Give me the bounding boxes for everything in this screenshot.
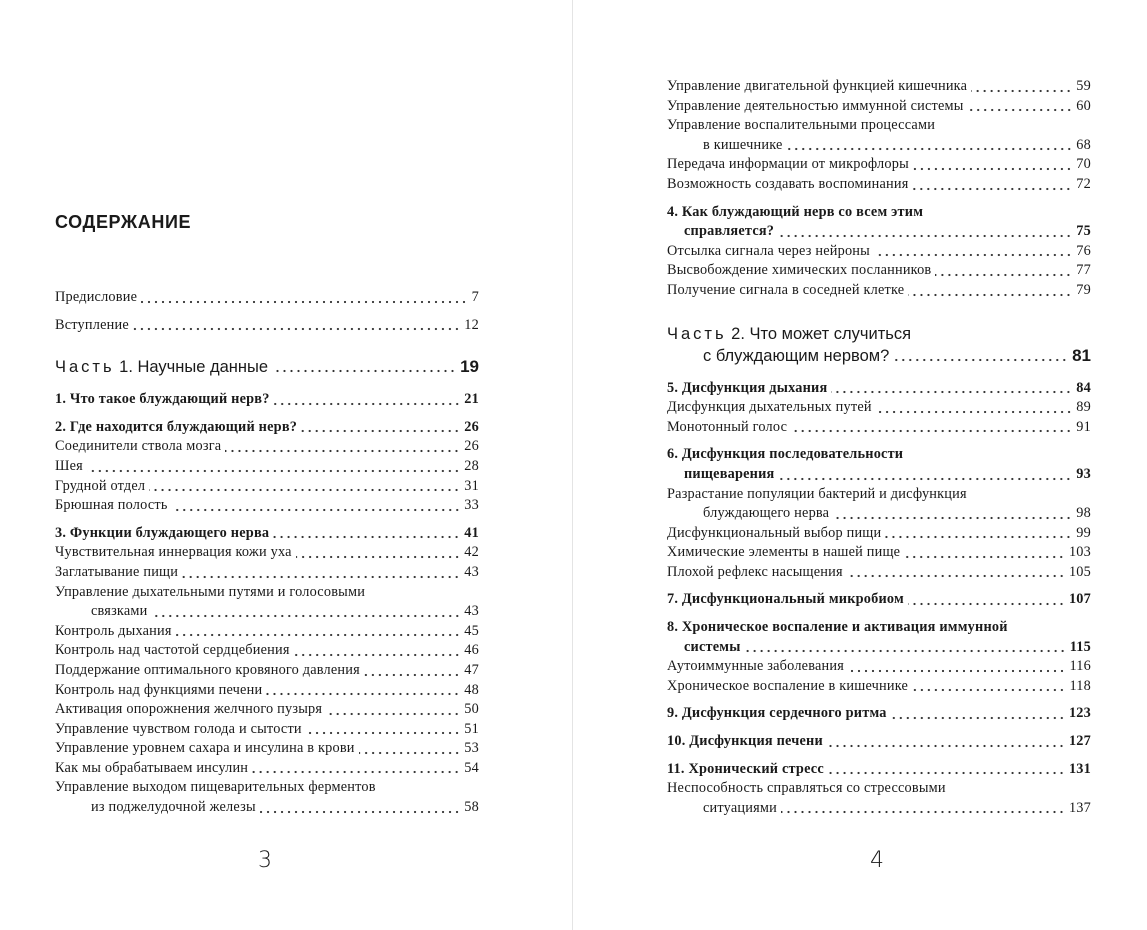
toc-entry-title: 4. Как блуждающий нерв со всем этим — [667, 203, 924, 220]
toc-entry-title: 11. Хронический стресс — [667, 760, 824, 777]
page-gutter-divider — [572, 0, 573, 930]
leader-dots — [847, 563, 1065, 583]
leader-dots — [141, 288, 468, 308]
toc-entry-sub[interactable] — [55, 496, 479, 516]
toc-entry-line — [55, 681, 479, 701]
toc-entry-line — [55, 700, 479, 720]
toc-entry-title: Как мы обрабатываем инсулин — [55, 759, 249, 776]
toc-entry-title — [55, 356, 268, 378]
toc-entry-title-continuation: из поджелудочной железы — [91, 799, 256, 816]
toc-entry-page-number: 41 — [464, 524, 479, 541]
toc-entry-title: Хроническое воспаление в кишечнике — [667, 677, 909, 694]
toc-entry-sub[interactable] — [55, 543, 479, 563]
toc-entry-title: Управление выходом пищеварительных ферментов — [55, 779, 376, 796]
toc-entry-line — [55, 739, 479, 759]
toc-entry-line — [55, 356, 479, 378]
toc-entry-line — [667, 323, 1091, 345]
leader-dots — [87, 457, 460, 477]
leader-dots — [152, 602, 461, 622]
toc-entry-page-number: 60 — [1076, 97, 1091, 114]
toc-entry-title: Вступление — [55, 316, 129, 333]
toc-entry-line — [667, 485, 1091, 505]
toc-list-right — [667, 77, 1091, 818]
toc-entry-title-continuation: пищеварения — [684, 465, 775, 482]
toc-entry-page-number: 105 — [1068, 563, 1091, 580]
toc-entry-title: Поддержание оптимального кровяного давления — [55, 661, 360, 678]
toc-entry-title: 8. Хроническое воспаление и активация иммунной — [667, 619, 1008, 636]
leader-dots — [908, 281, 1072, 301]
leader-dots — [891, 704, 1065, 724]
leader-dots — [274, 390, 461, 410]
leader-dots — [252, 759, 460, 779]
toc-entry-title: Получение сигнала в соседней клетке — [667, 281, 905, 298]
toc-entry-line — [667, 779, 1091, 799]
toc-entry-line — [667, 418, 1091, 438]
toc-entry-continuation-line — [667, 136, 1091, 156]
leader-dots — [893, 345, 1068, 367]
toc-entry-sub[interactable] — [667, 677, 1091, 697]
toc-entry-page-number: 123 — [1068, 705, 1091, 722]
toc-entry-title: 3. Функции блуждающего нерва — [55, 524, 270, 541]
toc-entry-page-number: 42 — [464, 544, 479, 561]
toc-entry-line — [55, 477, 479, 497]
toc-entry-chapter[interactable] — [667, 445, 1091, 484]
toc-entry-chapter[interactable] — [667, 590, 1091, 610]
toc-entry-sub[interactable] — [55, 477, 479, 497]
leader-dots — [273, 524, 460, 544]
leader-dots — [149, 477, 460, 497]
toc-entry-page-number: 131 — [1068, 760, 1091, 777]
toc-entry-sub[interactable] — [55, 700, 479, 720]
toc-entry-sub[interactable] — [667, 418, 1091, 438]
toc-entry-line — [667, 563, 1091, 583]
toc-entry-title: 2. Где находится блуждающий нерв? — [55, 418, 298, 435]
toc-entry-page-number: 70 — [1076, 156, 1091, 173]
toc-entry-sub[interactable] — [55, 739, 479, 759]
toc-entry-line — [55, 622, 479, 642]
toc-entry-sub[interactable] — [667, 175, 1091, 195]
toc-entry-sub[interactable] — [667, 543, 1091, 563]
toc-entry-line — [667, 704, 1091, 724]
leader-dots — [831, 379, 1072, 399]
toc-entry-sub[interactable] — [55, 759, 479, 779]
leader-dots — [364, 661, 460, 681]
toc-entry-line — [667, 760, 1091, 780]
toc-entry-page-number: 93 — [1076, 465, 1091, 482]
toc-entry-page-number: 137 — [1068, 799, 1091, 816]
leader-dots — [828, 760, 1065, 780]
leader-dots — [133, 316, 460, 336]
toc-entry-line — [55, 583, 479, 603]
toc-entry-part[interactable] — [55, 356, 479, 378]
toc-entry-page-number: 84 — [1076, 379, 1091, 396]
toc-entry-part[interactable] — [667, 323, 1091, 367]
part-label: Часть — [667, 324, 727, 343]
toc-entry-title: 10. Дисфункция печени — [667, 733, 823, 750]
leader-dots — [182, 563, 460, 583]
toc-entry-sub[interactable] — [55, 641, 479, 661]
toc-entry-title: Плохой рефлекс насыщения — [667, 563, 843, 580]
leader-dots — [301, 418, 460, 438]
leader-dots — [885, 524, 1072, 544]
toc-entry-line — [55, 759, 479, 779]
leader-dots — [260, 798, 461, 818]
toc-entry-title: 6. Дисфункция последовательности — [667, 446, 904, 463]
toc-entry-page-number: 26 — [464, 438, 479, 455]
toc-entry-title — [667, 323, 911, 345]
toc-entry-sub[interactable] — [55, 720, 479, 740]
page-number-right: 4 — [870, 848, 884, 873]
page-number-left: 3 — [258, 848, 272, 873]
toc-entry-title: 7. Дисфункциональный микробиом — [667, 591, 904, 608]
toc-entry-chapter[interactable] — [667, 760, 1091, 780]
toc-entry-page-number: 76 — [1076, 242, 1091, 259]
toc-entry-page-number: 59 — [1076, 78, 1091, 94]
leader-dots — [912, 677, 1065, 697]
leader-dots — [904, 543, 1065, 563]
toc-entry-chapter[interactable] — [667, 379, 1091, 399]
toc-entry-line — [667, 281, 1091, 301]
toc-entry-title-continuation: системы — [684, 638, 741, 655]
toc-entry-page-number: 79 — [1076, 281, 1091, 298]
leader-dots — [827, 732, 1065, 752]
toc-entry-line — [55, 288, 479, 308]
toc-entry-sub[interactable] — [55, 437, 479, 457]
toc-entry-title: Предисловие — [55, 289, 138, 305]
leader-dots — [359, 739, 461, 759]
part-label: Часть — [55, 358, 115, 377]
toc-entry-line — [55, 496, 479, 516]
toc-entry-title: Активация опорожнения желчного пузыря — [55, 701, 323, 718]
toc-entry-page-number: 51 — [464, 720, 479, 737]
toc-entry-sub[interactable] — [667, 155, 1091, 175]
toc-entry-sub[interactable] — [667, 563, 1091, 583]
toc-entry-title: Монотонный голос — [667, 418, 788, 435]
toc-entry-line — [55, 437, 479, 457]
toc-entry-title: Заглатывание пищи — [55, 563, 179, 580]
toc-entry-title-continuation: с блуждающим нервом? — [703, 346, 890, 365]
toc-entry-page-number: 99 — [1076, 524, 1091, 541]
toc-entry-title: Неспособность справляться со стрессовыми — [667, 780, 946, 797]
toc-entry-page-number: 12 — [464, 316, 479, 333]
toc-entry-sub[interactable] — [667, 485, 1091, 524]
toc-entry-title: Управление дыхательными путями и голосовыми — [55, 583, 366, 600]
toc-entry-sub[interactable] — [55, 457, 479, 477]
toc-entry-title: 9. Дисфункция сердечного ритма — [667, 705, 887, 722]
toc-entry-title-continuation: в кишечнике — [703, 136, 783, 153]
toc-entry-page-number: 115 — [1069, 638, 1091, 655]
leader-dots — [266, 681, 460, 701]
toc-entry-chapter[interactable] — [667, 203, 1091, 242]
toc-entry-page-number: 21 — [464, 391, 479, 408]
toc-entry-line — [667, 590, 1091, 610]
toc-entry-line — [667, 543, 1091, 563]
leader-dots — [833, 504, 1072, 524]
toc-entry-title: Возможность создавать воспоминания — [667, 175, 909, 192]
toc-entry-line — [667, 77, 1091, 97]
toc-entry-sub[interactable] — [667, 116, 1091, 155]
toc-entry-chapter[interactable] — [667, 618, 1091, 657]
toc-entry-line — [667, 657, 1091, 677]
toc-entry-sub[interactable] — [667, 398, 1091, 418]
toc-entry-page-number: 31 — [464, 477, 479, 494]
toc-entry-line — [667, 398, 1091, 418]
toc-entry-title: Контроль над частотой сердцебиения — [55, 642, 290, 659]
toc-entry-page-number: 81 — [1072, 345, 1091, 365]
toc-entry-line — [667, 524, 1091, 544]
leader-dots — [935, 261, 1072, 281]
toc-entry-title: Управление деятельностью иммунной системы — [667, 97, 964, 114]
toc-entry-line — [667, 203, 1091, 223]
toc-entry-title: Управление воспалительными процессами — [667, 117, 936, 134]
leader-dots — [294, 641, 461, 661]
toc-entry-sub[interactable] — [667, 261, 1091, 281]
leader-dots — [778, 465, 1072, 485]
toc-entry-line — [55, 720, 479, 740]
toc-entry-sub[interactable] — [55, 563, 479, 583]
toc-entry-line — [55, 316, 479, 336]
leader-dots — [791, 418, 1072, 438]
toc-entry-title: Передача информации от микрофлоры — [667, 156, 909, 173]
toc-entry-front[interactable] — [55, 288, 479, 308]
toc-entry-title-continuation: блуждающего нерва — [703, 505, 830, 522]
leader-dots — [781, 799, 1065, 819]
toc-entry-sub[interactable] — [667, 281, 1091, 301]
toc-entry-line — [667, 97, 1091, 117]
toc-entry-line — [667, 155, 1091, 175]
toc-entry-title: Разрастание популяции бактерий и дисфункция — [667, 485, 967, 502]
toc-entry-line — [55, 418, 479, 438]
leader-dots — [306, 720, 461, 740]
toc-entry-page-number: 48 — [464, 681, 479, 698]
toc-entry-page-number: 53 — [464, 740, 479, 757]
toc-entry-sub[interactable] — [667, 242, 1091, 262]
toc-entry-title: 5. Дисфункция дыхания — [667, 379, 828, 396]
toc-entry-chapter[interactable] — [55, 390, 479, 410]
toc-entry-front[interactable] — [55, 316, 479, 336]
toc-entry-page-number: 26 — [464, 418, 479, 435]
toc-entry-chapter[interactable] — [667, 732, 1091, 752]
toc-entry-title: Чувствительная иннервация кожи уха — [55, 544, 292, 561]
toc-entry-page-number: 28 — [464, 457, 479, 474]
toc-entry-line — [667, 445, 1091, 465]
toc-entry-line — [667, 732, 1091, 752]
toc-entry-page-number: 54 — [464, 759, 479, 776]
toc-entry-page-number: 43 — [464, 603, 479, 620]
leader-dots — [874, 242, 1072, 262]
toc-entry-page-number: 89 — [1076, 399, 1091, 416]
toc-entry-title: Высвобождение химических посланников — [667, 262, 932, 279]
toc-entry-continuation-line — [55, 602, 479, 622]
toc-entry-line — [667, 175, 1091, 195]
toc-entry-page-number: 68 — [1076, 136, 1091, 153]
toc-entry-page-number: 43 — [464, 563, 479, 580]
leader-dots — [787, 136, 1073, 156]
leader-dots — [848, 657, 1066, 677]
leader-dots — [908, 590, 1065, 610]
toc-entry-sub[interactable] — [667, 97, 1091, 117]
toc-entry-sub[interactable] — [55, 661, 479, 681]
toc-entry-page-number: 103 — [1068, 544, 1091, 561]
toc-entry-title: 1. Что такое блуждающий нерв? — [55, 391, 270, 408]
toc-entry-page-number: 33 — [464, 497, 479, 514]
leader-dots — [225, 437, 460, 457]
toc-entry-line — [667, 379, 1091, 399]
leader-dots — [876, 398, 1073, 418]
toc-entry-page-number: 91 — [1076, 418, 1091, 435]
toc-entry-title: Грудной отдел — [55, 477, 146, 494]
toc-entry-chapter[interactable] — [55, 418, 479, 438]
toc-entry-title: Управление уровнем сахара и инсулина в крови — [55, 740, 355, 757]
toc-entry-continuation-line — [667, 222, 1091, 242]
toc-entry-title-continuation: ситуациями — [703, 799, 777, 816]
toc-entry-title: Дисфункциональный выбор пищи — [667, 524, 882, 541]
toc-entry-title: Контроль дыхания — [55, 622, 172, 639]
part-title: 1. Научные данные — [119, 358, 269, 377]
toc-entry-line — [667, 242, 1091, 262]
toc-entry-page-number: 98 — [1076, 505, 1091, 522]
toc-entry-page-number: 127 — [1068, 733, 1091, 750]
toc-entry-line — [55, 778, 479, 798]
toc-entry-sub[interactable] — [55, 583, 479, 622]
toc-entry-line — [55, 543, 479, 563]
leader-dots — [326, 700, 460, 720]
leader-dots — [971, 77, 1072, 97]
toc-entry-title: Брюшная полость — [55, 497, 168, 514]
toc-entry-line — [667, 618, 1091, 638]
toc-entry-line — [55, 563, 479, 583]
toc-entry-line — [667, 677, 1091, 697]
toc-entry-sub[interactable] — [55, 622, 479, 642]
toc-entry-title-continuation: связками — [91, 603, 148, 620]
toc-entry-chapter[interactable] — [667, 704, 1091, 724]
toc-entry-page-number: 46 — [464, 642, 479, 659]
toc-entry-title: Управление чувством голода и сытости — [55, 720, 302, 737]
toc-entry-title: Соединители ствола мозга — [55, 438, 222, 455]
leader-dots — [913, 155, 1072, 175]
leader-dots — [745, 638, 1066, 658]
toc-entry-title: Химические элементы в нашей пище — [667, 544, 901, 561]
toc-entry-title: Управление двигательной функцией кишечника — [667, 78, 968, 94]
toc-entry-sub[interactable] — [667, 77, 1091, 97]
leader-dots — [968, 97, 1073, 117]
toc-entry-page-number: 75 — [1076, 223, 1091, 240]
toc-entry-sub[interactable] — [55, 778, 479, 817]
toc-entry-title-continuation: справляется? — [684, 223, 775, 240]
toc-entry-continuation-line — [667, 465, 1091, 485]
toc-entry-page-number: 72 — [1076, 175, 1091, 192]
toc-entry-line — [667, 261, 1091, 281]
toc-entry-sub[interactable] — [55, 681, 479, 701]
leader-dots — [912, 175, 1072, 195]
toc-entry-line — [55, 524, 479, 544]
toc-entry-line — [55, 661, 479, 681]
toc-entry-page-number: 7 — [471, 289, 479, 305]
leader-dots — [172, 496, 461, 516]
toc-entry-continuation-line — [667, 504, 1091, 524]
toc-entry-page-number: 45 — [464, 622, 479, 639]
toc-entry-page-number: 50 — [464, 701, 479, 718]
toc-entry-page-number: 118 — [1069, 677, 1091, 694]
toc-entry-page-number: 116 — [1069, 658, 1091, 675]
toc-entry-title: Контроль над функциями печени — [55, 681, 263, 698]
toc-entry-line — [55, 641, 479, 661]
toc-entry-line — [55, 457, 479, 477]
toc-entry-sub[interactable] — [667, 524, 1091, 544]
toc-entry-continuation-line — [667, 345, 1091, 367]
toc-entry-page-number: 47 — [464, 661, 479, 678]
toc-entry-page-number: 58 — [464, 799, 479, 816]
leader-dots — [176, 622, 461, 642]
toc-entry-sub[interactable] — [667, 657, 1091, 677]
part-title: 2. Что может случиться — [731, 324, 912, 343]
toc-entry-sub[interactable] — [667, 779, 1091, 818]
leader-dots — [296, 543, 461, 563]
toc-entry-page-number: 19 — [460, 357, 479, 377]
toc-entry-line — [667, 116, 1091, 136]
toc-entry-continuation-line — [667, 799, 1091, 819]
toc-entry-title: Дисфункция дыхательных путей — [667, 399, 872, 416]
toc-entry-continuation-line — [55, 798, 479, 818]
toc-entry-title: Шея — [55, 457, 83, 474]
toc-entry-title: Отсылка сигнала через нейроны — [667, 242, 870, 259]
toc-entry-chapter[interactable] — [55, 524, 479, 544]
toc-entry-title: Аутоиммунные заболевания — [667, 658, 844, 675]
toc-entry-page-number: 107 — [1068, 591, 1091, 608]
toc-entry-page-number: 77 — [1076, 262, 1091, 279]
leader-dots — [272, 356, 456, 378]
toc-title: СОДЕРЖАНИЕ — [55, 212, 192, 232]
toc-entry-line — [55, 390, 479, 410]
toc-list-left — [55, 288, 479, 818]
leader-dots — [778, 222, 1072, 242]
toc-entry-continuation-line — [667, 638, 1091, 658]
